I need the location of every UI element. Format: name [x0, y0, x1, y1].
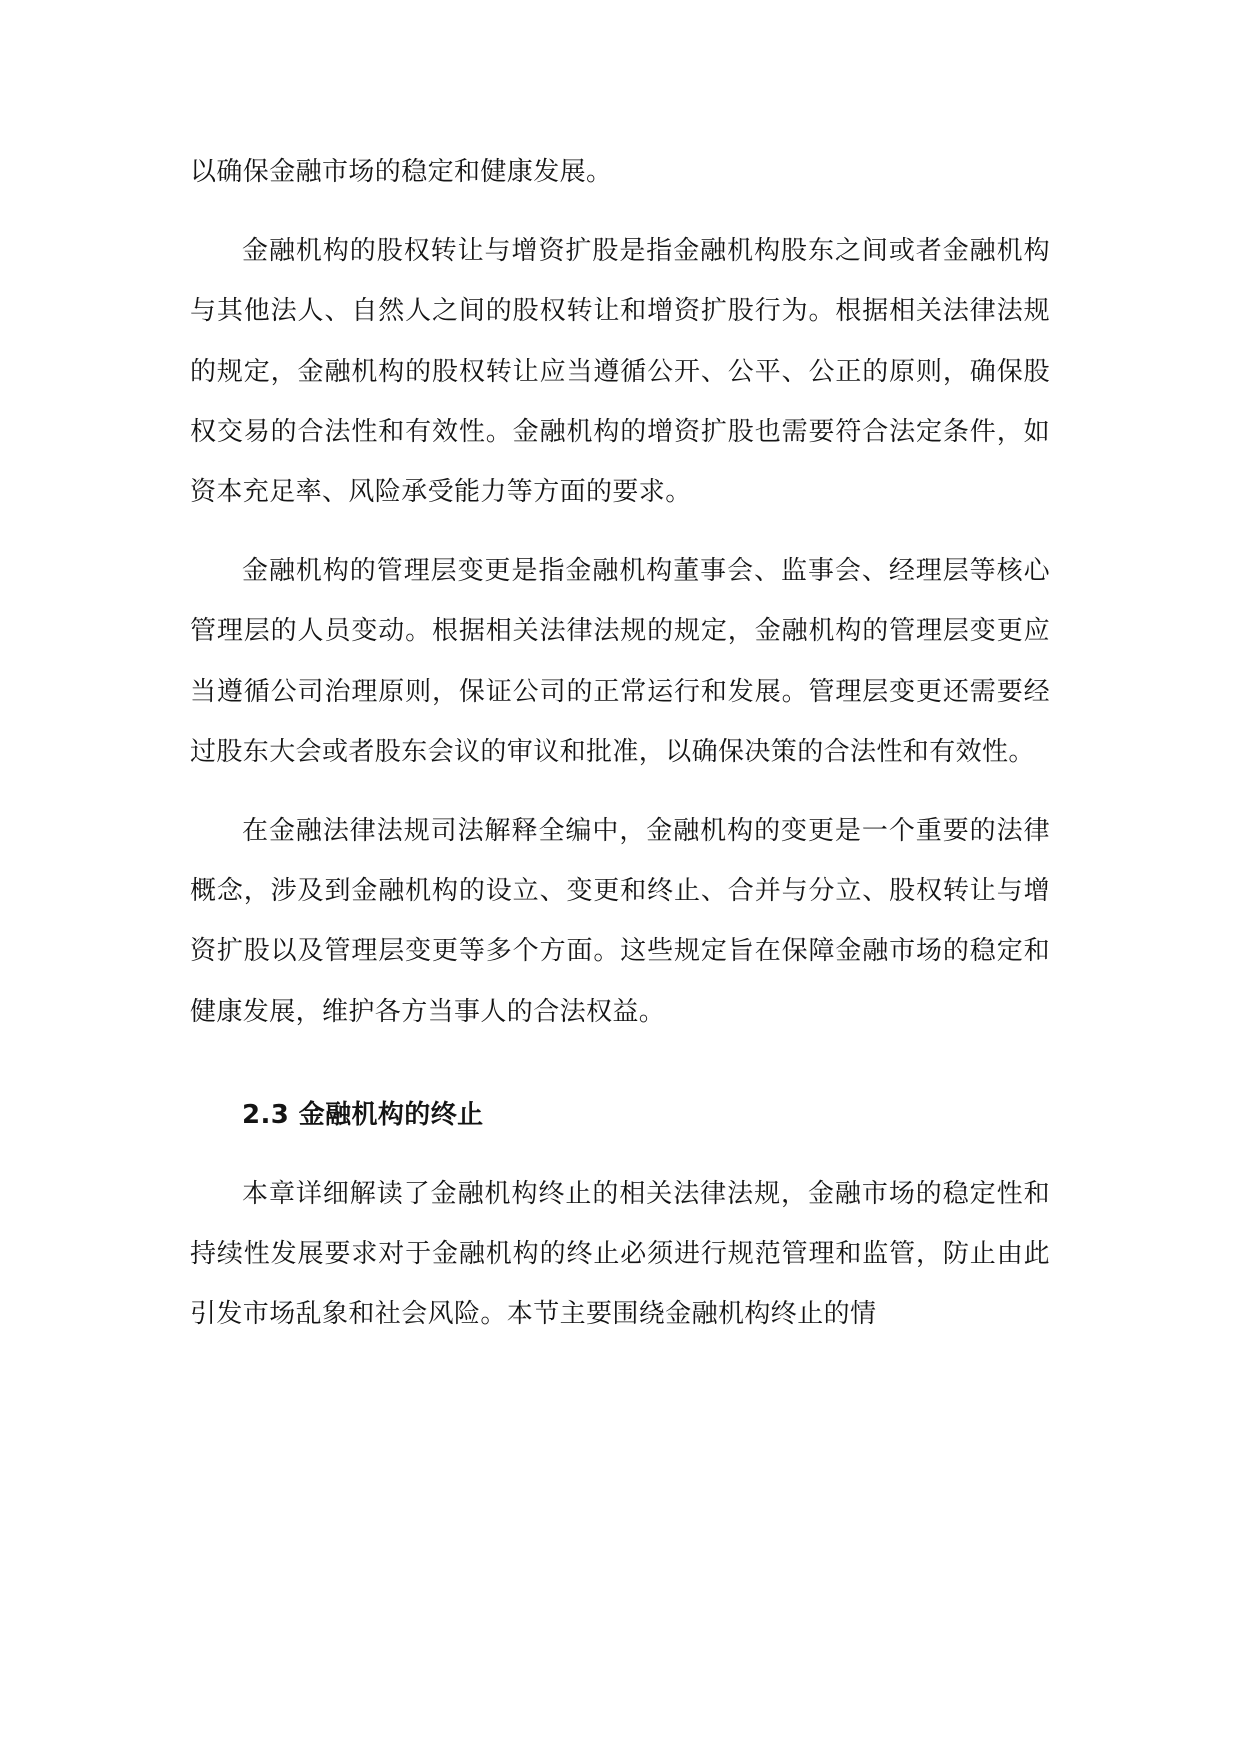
paragraph-equity-transfer: 金融机构的股权转让与增资扩股是指金融机构股东之间或者金融机构与其他法人、自然人之间的股权转让和增资扩股行为。根据相关法律法规的规定，金融机构的股权转让应当遵循公开、公平、公正的原则，确保股权交易的合法性和有效性。金融机构的增资扩股也需要符合法定条件，如资本充足率、风险承受能力等方面的要求。	[190, 236, 1050, 508]
document-page	[190, 142, 1050, 1345]
paragraph-management-change: 金融机构的管理层变更是指金融机构董事会、监事会、经理层等核心管理层的人员变动。根据相关法律法规的规定，金融机构的管理层变更应当遵循公司治理原则，保证公司的正常运行和发展。管理层变更还需要经过股东大会或者股东会议的审议和批准，以确保决策的合法性和有效性。	[190, 556, 1050, 767]
section-heading: 2.3 金融机构的终止	[242, 1099, 484, 1130]
paragraph-continuation: 以确保金融市场的稳定和健康发展。	[190, 157, 613, 187]
paragraph-summary: 在金融法律法规司法解释全编中，金融机构的变更是一个重要的法律概念，涉及到金融机构的设立、变更和终止、合并与分立、股权转让与增资扩股以及管理层变更等多个方面。这些规定旨在保障金融市场的稳定和健康发展，维护各方当事人的合法权益。	[190, 816, 1050, 1027]
paragraph-termination-intro: 本章详细解读了金融机构终止的相关法律法规，金融市场的稳定性和持续性发展要求对于金融机构的终止必须进行规范管理和监管，防止由此引发市场乱象和社会风险。本节主要围绕金融机构终止的情	[190, 1179, 1050, 1330]
